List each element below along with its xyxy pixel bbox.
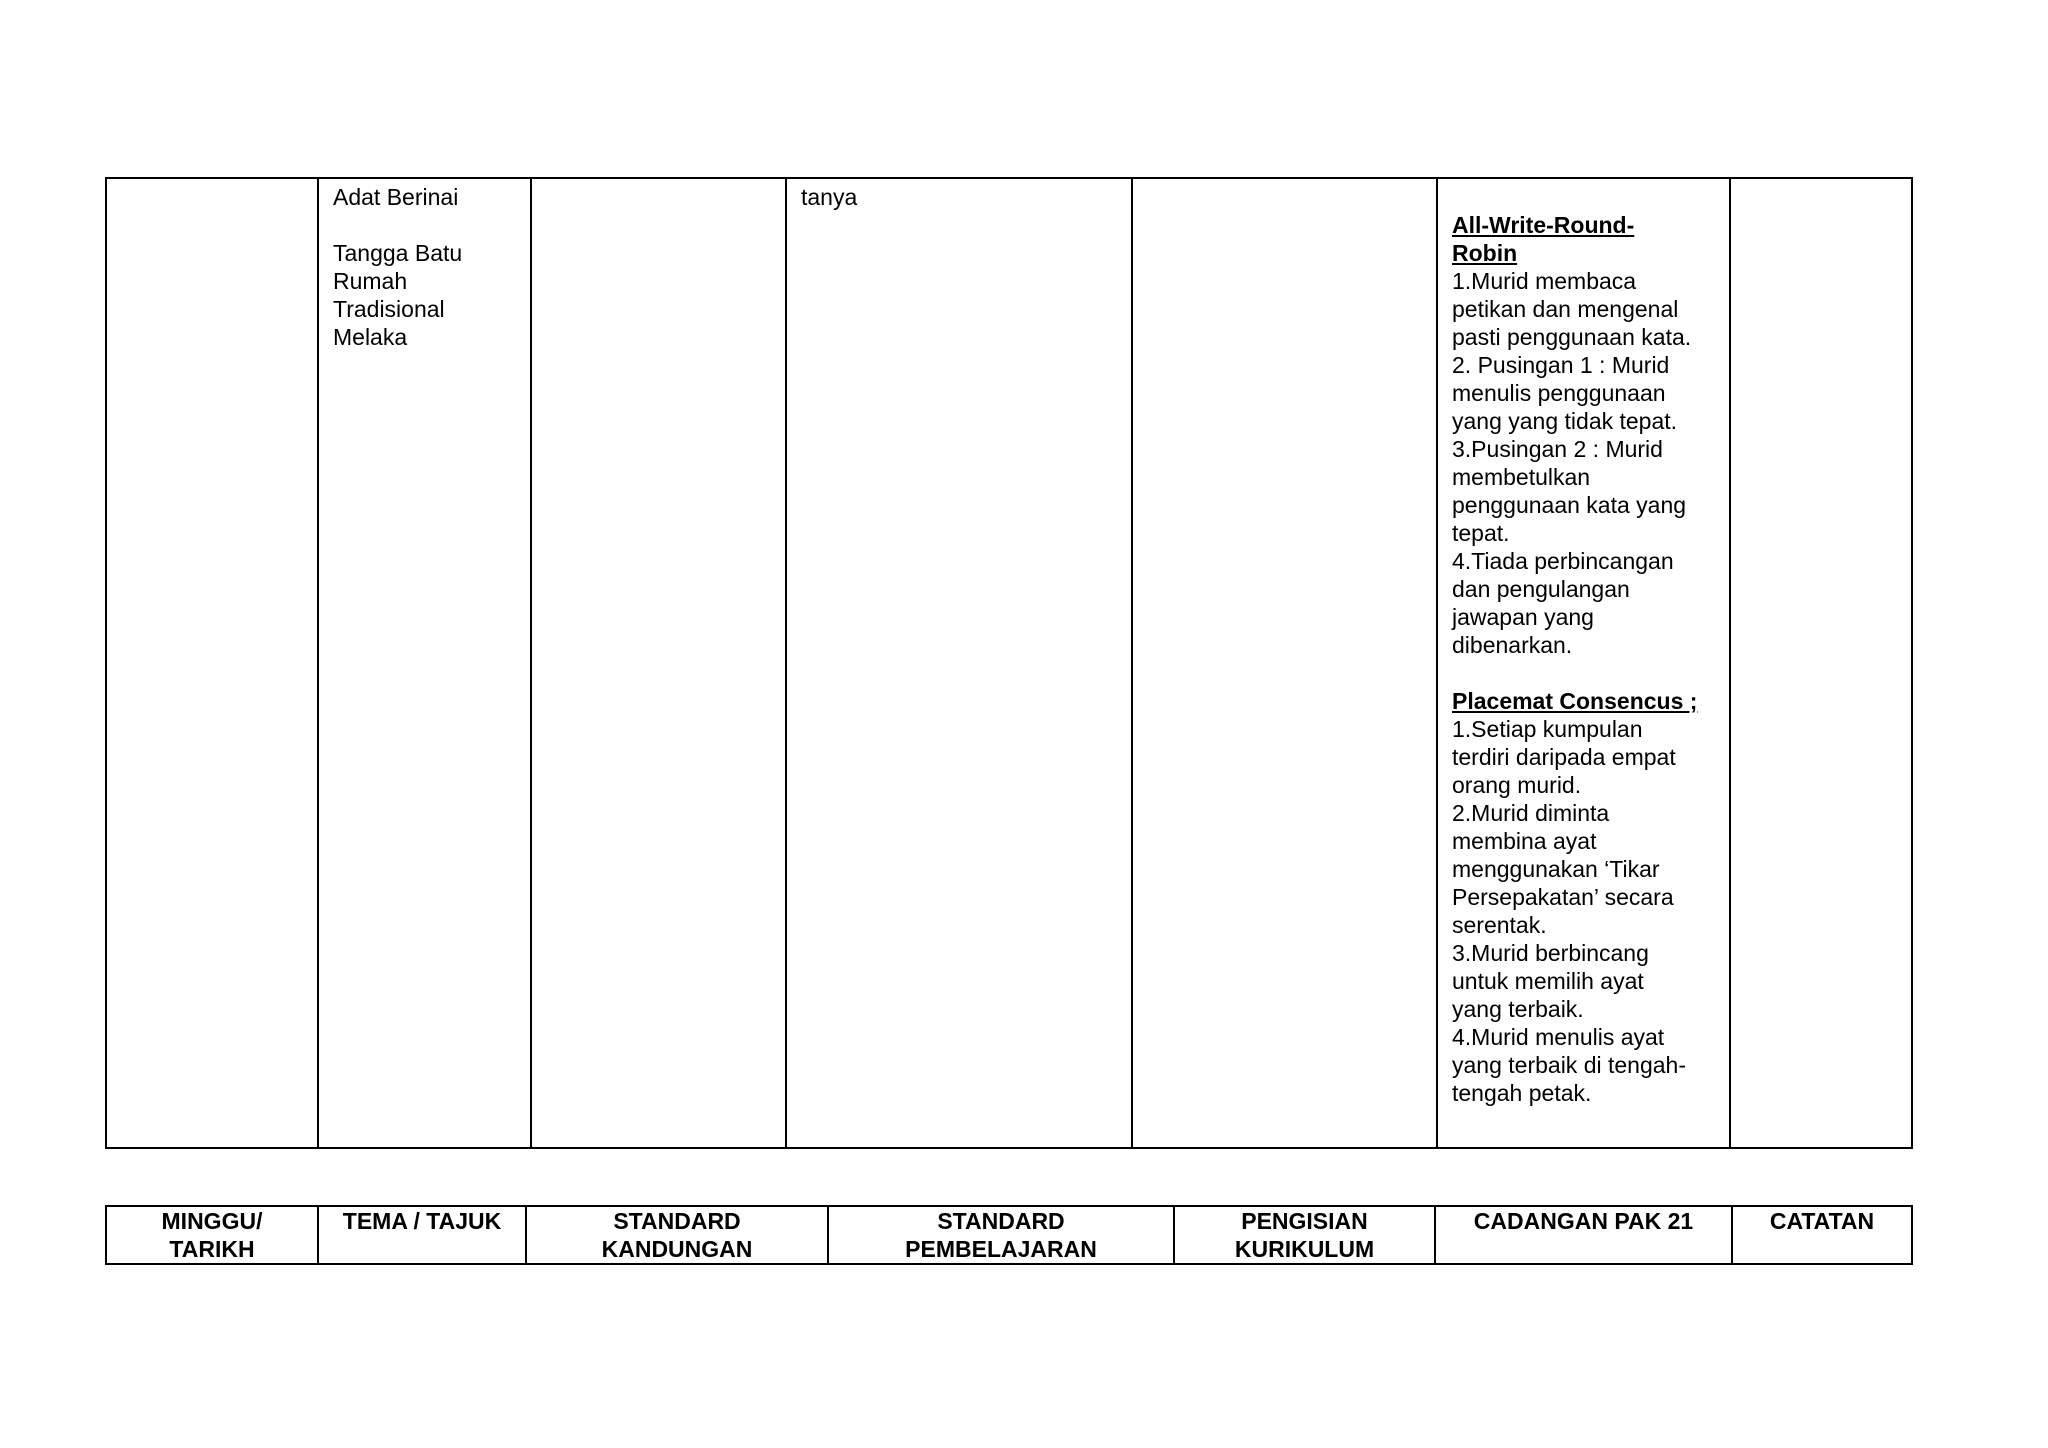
pak21-step-line: penggunaan kata yang	[1452, 492, 1687, 518]
pak21-step-line: dan pengulangan	[1452, 576, 1630, 602]
column-header-tema	[318, 1206, 526, 1264]
lesson-plan-content-table	[105, 177, 1913, 1149]
pak21-step-line: 3.Pusingan 2 : Murid	[1452, 436, 1663, 462]
spacer	[1452, 183, 1715, 211]
pak21-step-line: 2.Murid diminta	[1452, 800, 1610, 826]
column-header-cadangan-pak21	[1435, 1206, 1732, 1264]
column-header-catatan	[1732, 1206, 1912, 1264]
pak21-step-line: Persepakatan’ secara	[1452, 884, 1674, 910]
pengisian-kurikulum-cell	[1132, 178, 1437, 1148]
spacer	[1452, 659, 1715, 687]
column-header-standard-pembelajaran	[828, 1206, 1174, 1264]
column-header-pengisian-kurikulum	[1174, 1206, 1435, 1264]
section-heading-placemat-consencus: Placemat Consencus ;	[1452, 688, 1698, 714]
pak21-step-line: 4.Murid menulis ayat	[1452, 1024, 1665, 1050]
pak21-step-line: terdiri daripada empat	[1452, 744, 1676, 770]
pak21-step-line: 3.Murid berbincang	[1452, 940, 1649, 966]
pak21-step-line: menulis penggunaan	[1452, 380, 1666, 406]
column-header-line: KANDUNGAN	[601, 1236, 753, 1262]
pak21-step-line: yang yang tidak tepat.	[1452, 408, 1678, 434]
pak21-step-line: pasti penggunaan kata.	[1452, 324, 1692, 350]
standard-pembelajaran-cell	[786, 178, 1132, 1148]
standard-kandungan-cell	[531, 178, 786, 1148]
standard-pembelajaran-line: tanya	[801, 184, 858, 210]
pak21-step-line: menggunakan ‘Tikar	[1452, 856, 1660, 882]
pak21-step-line: 1.Murid membaca	[1452, 268, 1637, 294]
column-header-line: TEMA / TAJUK	[342, 1208, 502, 1234]
column-header-minggu	[106, 1206, 318, 1264]
table-row	[106, 178, 1912, 1148]
tema-line: Tangga Batu	[333, 240, 463, 266]
pak21-step-line: yang terbaik di tengah-	[1452, 1052, 1686, 1078]
pak21-step-line: jawapan yang	[1452, 604, 1594, 630]
tema-line-blank	[333, 211, 516, 239]
pak21-step-line: dibenarkan.	[1452, 632, 1573, 658]
column-header-line: STANDARD	[613, 1208, 741, 1234]
tema-cell	[318, 178, 531, 1148]
minggu-cell	[106, 178, 318, 1148]
section-heading-all-write-round-robin: All-Write-Round-	[1452, 212, 1635, 238]
column-header-line: PENGISIAN	[1241, 1208, 1368, 1234]
tema-line: Tradisional	[333, 296, 445, 322]
tema-line: Adat Berinai	[333, 184, 459, 210]
column-header-standard-kandungan	[526, 1206, 828, 1264]
header-row	[106, 1206, 1912, 1264]
tema-line: Rumah	[333, 268, 408, 294]
column-header-line: MINGGU/	[161, 1208, 263, 1234]
lesson-plan-header-table	[105, 1205, 1913, 1265]
pak21-step-line: 1.Setiap kumpulan	[1452, 716, 1643, 742]
column-header-line: PEMBELAJARAN	[905, 1236, 1097, 1262]
pak21-step-line: untuk memilih ayat	[1452, 968, 1644, 994]
pak21-step-line: petikan dan mengenal	[1452, 296, 1679, 322]
pak21-step-line: yang terbaik.	[1452, 996, 1584, 1022]
pak21-step-line: tepat.	[1452, 520, 1510, 546]
pak21-step-line: 2. Pusingan 1 : Murid	[1452, 352, 1670, 378]
section-heading-all-write-round-robin: Robin	[1452, 240, 1518, 266]
pak21-step-line: serentak.	[1452, 912, 1547, 938]
pak21-step-line: 4.Tiada perbincangan	[1452, 548, 1674, 574]
column-header-line: KURIKULUM	[1234, 1236, 1375, 1262]
column-header-line: CATATAN	[1769, 1208, 1875, 1234]
column-header-line: TARIKH	[169, 1236, 255, 1262]
pak21-step-line: membetulkan	[1452, 464, 1591, 490]
tema-line: Melaka	[333, 324, 408, 350]
pak21-step-line: orang murid.	[1452, 772, 1582, 798]
pak21-step-line: membina ayat	[1452, 828, 1597, 854]
column-header-line: CADANGAN PAK 21	[1473, 1208, 1694, 1234]
cadangan-pak21-cell	[1437, 178, 1730, 1148]
catatan-cell	[1730, 178, 1912, 1148]
column-header-line: STANDARD	[937, 1208, 1065, 1234]
pak21-step-line: tengah petak.	[1452, 1080, 1592, 1106]
